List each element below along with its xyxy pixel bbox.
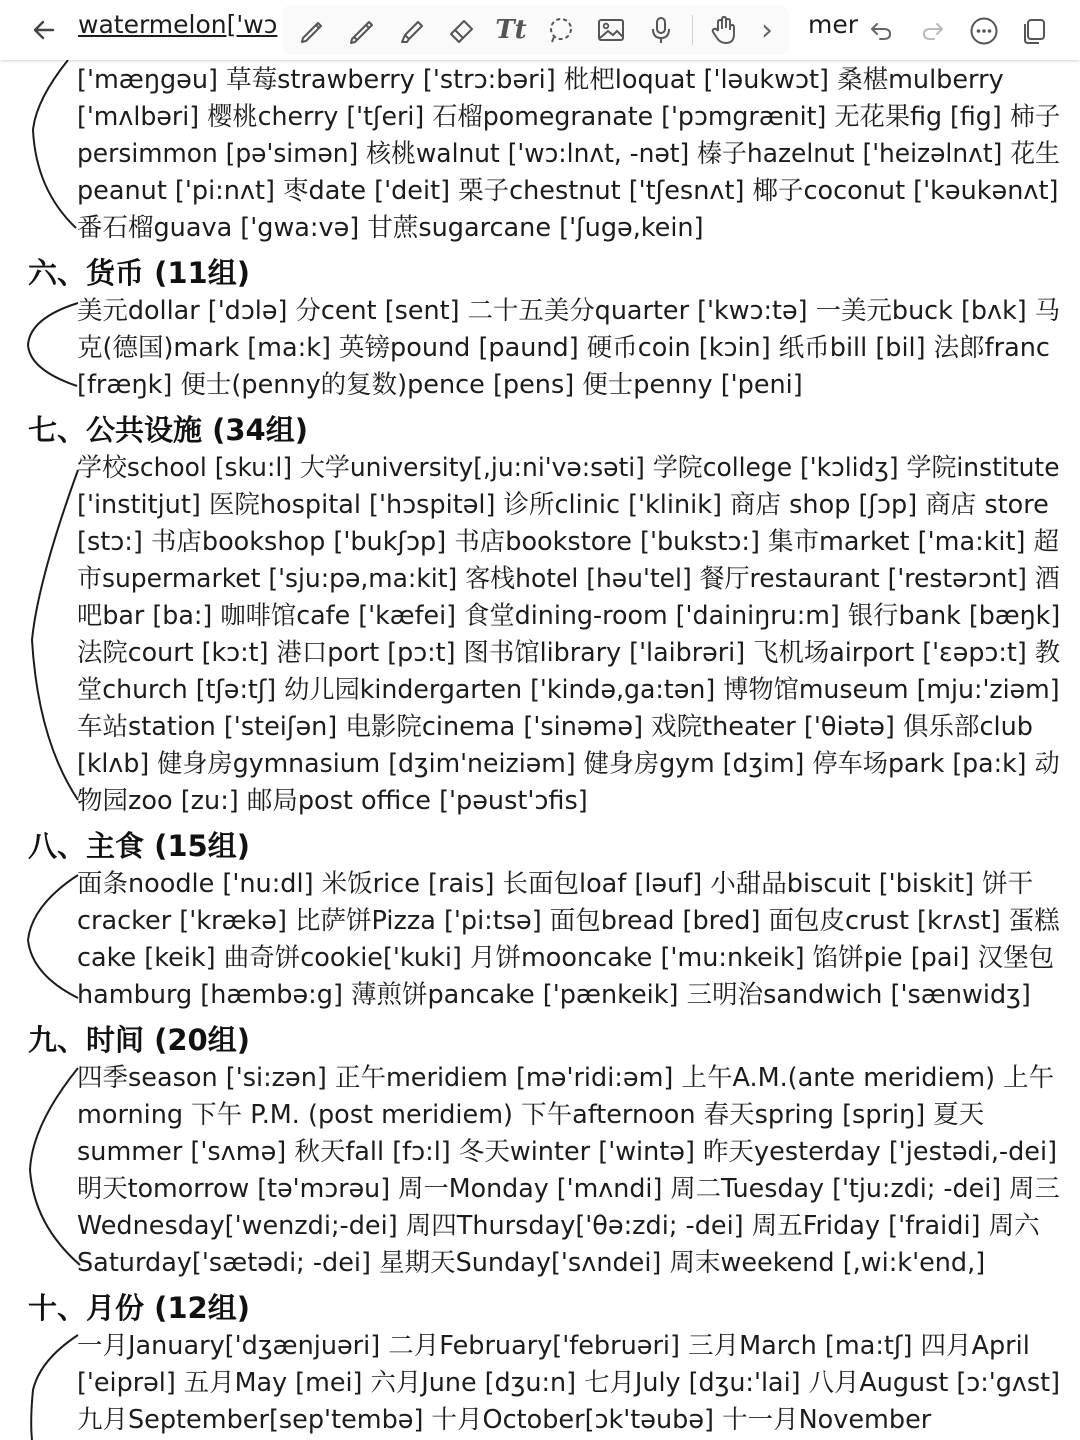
title-overflow-text: mer	[808, 10, 859, 39]
note-line: summer ['sʌmə] 秋天fall [fɔ:l] 冬天winter ['wintə] 昨天yesterday ['jestədi,-dei]	[77, 1137, 1058, 1167]
chevron-right-icon: ›	[761, 12, 773, 48]
lasso-tool-button[interactable]	[536, 5, 586, 55]
note-line: 明天tomorrow [tə'mɔrəu] 周一Monday ['mʌndi] 周二Tuesday ['tju:zdi; -dei] 周三	[77, 1174, 1060, 1204]
section-heading: 八、主食 (15组)	[28, 829, 250, 863]
section-heading: 七、公共设施 (34组)	[28, 413, 308, 447]
back-button[interactable]	[26, 12, 62, 48]
note-line: peanut ['pi:nʌt] 枣date ['deit] 栗子chestnut ['tʃesnʌt] 椰子coconut ['kəukənʌt]	[77, 176, 1059, 206]
more-icon	[969, 16, 999, 46]
note-line: cake [keik] 曲奇饼cookie['kuki] 月饼mooncake ['mu:nkeik] 馅饼pie [pai] 汉堡包	[77, 943, 1055, 973]
more-tools-button[interactable]	[749, 5, 785, 55]
pen-icon	[294, 13, 328, 47]
pages-button[interactable]	[1015, 12, 1053, 50]
redo-icon	[920, 18, 946, 44]
highlighter-tool-button[interactable]	[386, 5, 436, 55]
note-line: 四季season ['si:zən] 正午meridiem [mə'ridi:əm] 上午A.M.(ante meridiem) 上午	[77, 1063, 1055, 1093]
editor-toolbar	[0, 0, 1080, 60]
note-line: 学校school [sku:l] 大学university[,ju:ni'və:səti] 学院college ['kɔlidʒ] 学院institute	[77, 453, 1060, 483]
hand-icon	[707, 13, 741, 47]
note-line: ['eiprəl] 五月May [mei] 六月June [dʒu:n] 七月July [dʒu:'lai] 八月August [ɔ:'gʌst]	[77, 1368, 1060, 1398]
eraser-tool-button[interactable]	[436, 5, 486, 55]
hand-tool-button[interactable]	[699, 5, 749, 55]
note-line: [fræŋk] 便士(penny的复数)pence [pens] 便士penny ['peni]	[77, 370, 803, 400]
note-line: ['mæŋgəu] 草莓strawberry ['strɔ:bəri] 枇杷loquat ['ləukwɔt] 桑椹mulberry	[77, 65, 1004, 95]
note-line: cracker ['krækə] 比萨饼Pizza ['pi:tsə] 面包bread [bred] 面包皮crust [krʌst] 蛋糕	[77, 906, 1060, 936]
pages-icon	[1019, 16, 1049, 46]
note-line: ['mʌlbəri] 樱桃cherry ['tʃeri] 石榴pomegranate ['pɔmgrænit] 无花果fig [fig] 柿子	[77, 102, 1061, 132]
text-tool-icon: Tt	[495, 15, 527, 45]
undo-icon	[868, 18, 894, 44]
image-tool-button[interactable]	[586, 5, 636, 55]
pencil-tool-button[interactable]	[336, 5, 386, 55]
highlighter-icon	[394, 13, 428, 47]
pencil-icon	[344, 13, 378, 47]
note-line: 美元dollar ['dɔlə] 分cent [sent] 二十五美分quarter ['kwɔ:tə] 一美元buck [bʌk] 马	[77, 296, 1061, 326]
note-line: 九月September[sep'tembə] 十月October[ɔk'təubə] 十一月November	[77, 1405, 932, 1435]
note-line: 法院court [kɔ:t] 港口port [pɔ:t] 图书馆library ['laibrəri] 飞机场airport ['ɛəpɔ:t] 教	[77, 638, 1061, 668]
section-heading: 十、月份 (12组)	[28, 1291, 250, 1325]
back-arrow-icon	[31, 17, 57, 43]
note-line: 车站station ['steiʃən] 电影院cinema ['sinəmə] 戏院theater ['θiətə] 俱乐部club	[77, 712, 1033, 742]
pen-tool-button[interactable]	[286, 5, 336, 55]
note-line: 番石榴guava ['gwa:və] 甘蔗sugarcane ['ʃugə,kein]	[77, 213, 704, 243]
note-line: 克(德国)mark [ma:k] 英镑pound [paund] 硬币coin [kɔin] 纸币bill [bil] 法郎franc	[77, 333, 1050, 363]
more-options-button[interactable]	[965, 12, 1003, 50]
note-line: 市supermarket ['sju:pə,ma:kit] 客栈hotel [həu'tel] 餐厅restaurant ['restərɔnt] 酒	[77, 564, 1060, 594]
undo-button[interactable]	[862, 12, 900, 50]
note-line: [klʌb] 健身房gymnasium [dʒim'neiziəm] 健身房gym [dʒim] 停车场park [pa:k] 动	[77, 749, 1060, 779]
image-icon	[594, 13, 628, 47]
note-line: ['institjut] 医院hospital ['hɔspitəl] 诊所clinic ['klinik] 商店 shop [ʃɔp] 商店 store	[77, 490, 1049, 520]
toolbar-divider	[692, 15, 693, 45]
lasso-icon	[544, 13, 578, 47]
redo-button[interactable]	[914, 12, 952, 50]
section-heading: 六、货币 (11组)	[28, 256, 250, 290]
note-line: hamburg [hæmbə:g] 薄煎饼pancake ['pænkeik] 三明治sandwich ['sænwidʒ]	[77, 980, 1031, 1010]
note-line: 面条noodle ['nu:dl] 米饭rice [rais] 长面包loaf [ləuf] 小甜品biscuit ['biskit] 饼干	[77, 869, 1034, 899]
note-title[interactable]: watermelon['wɔ	[78, 10, 278, 39]
note-line: [stɔ:] 书店bookshop ['bukʃɔp] 书店bookstore ['bukstɔ:] 集市market ['ma:kit] 超	[77, 527, 1060, 557]
eraser-icon	[444, 13, 478, 47]
note-line: persimmon [pə'simən] 核桃walnut ['wɔ:lnʌt, -nət] 榛子hazelnut ['heizəlnʌt] 花生	[77, 139, 1061, 169]
section-heading: 九、时间 (20组)	[28, 1023, 250, 1057]
microphone-tool-button[interactable]	[636, 5, 686, 55]
note-line: Wednesday['wenzdi;-dei] 周四Thursday['θə:zdi; -dei] 周五Friday ['fraidi] 周六	[77, 1211, 1040, 1241]
text-tool-button[interactable]	[486, 5, 536, 55]
note-line: 吧bar [ba:] 咖啡馆cafe ['kæfei] 食堂dining-room ['dainiŋru:m] 银行bank [bæŋk]	[77, 601, 1061, 631]
note-line: 一月January['dʒænjuəri] 二月February['februəri] 三月March [ma:tʃ] 四月April	[77, 1331, 1030, 1361]
note-line: Saturday['sætədi; -dei] 星期天Sunday['sʌndei] 周末weekend [,wi:k'end,]	[77, 1248, 986, 1278]
microphone-icon	[644, 13, 678, 47]
note-page[interactable]	[0, 60, 1080, 1440]
note-line: 物园zoo [zu:] 邮局post office ['pəust'ɔfis]	[77, 786, 588, 816]
note-line: 堂church [tʃə:tʃ] 幼儿园kindergarten ['kində,ga:tən] 博物馆museum [mju:'ziəm]	[77, 675, 1060, 705]
note-line: morning 下午 P.M. (post meridiem) 下午afternoon 春天spring [spriŋ] 夏天	[77, 1100, 985, 1130]
drawing-tools	[282, 5, 789, 55]
